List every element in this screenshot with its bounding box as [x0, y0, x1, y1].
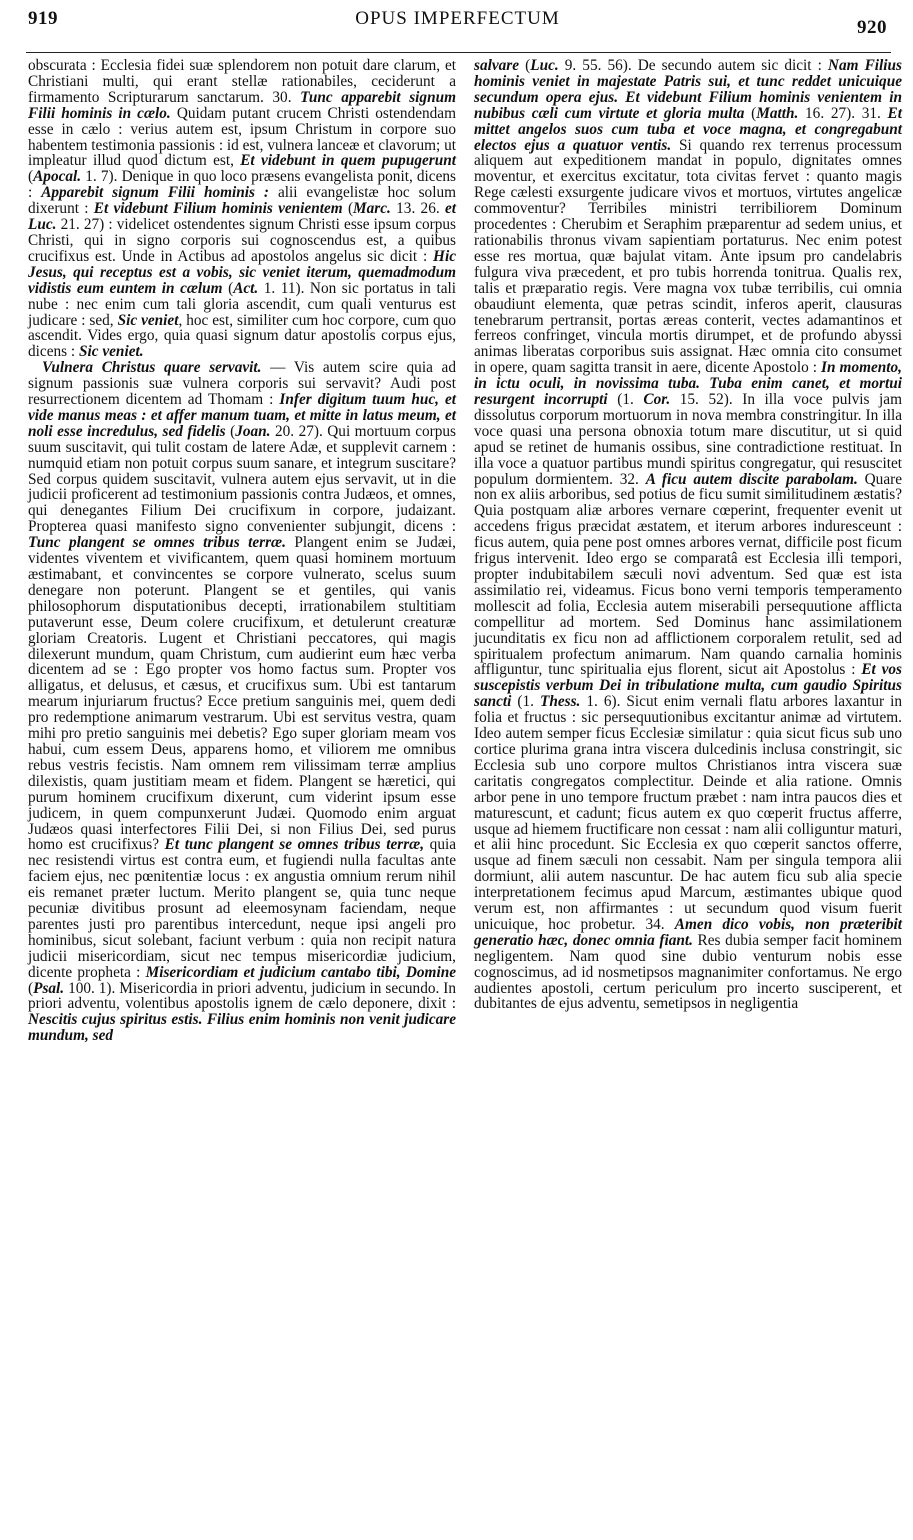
text-run: 21. 27) : videlicet ostendentes signum Christi esse ipsum corpus Christi, qui in signo corporis sui cognoscendus est, a quibus crucifixus est. Unde in Actibus ad apostolos angelus sic dicit :	[28, 216, 456, 265]
italic-text-run: Infer digitum tuum huc, et vide manus meas : et affer manum tuam, et mitte in latus meum, et noli esse incredulus, sed fidelis	[28, 391, 456, 440]
italic-text-run: Psal.	[33, 979, 65, 997]
italic-text-run: Apparebit signum Filii hominis :	[41, 184, 270, 202]
page-header	[20, 8, 895, 48]
italic-text-run: Sic veniet.	[78, 343, 144, 361]
italic-text-run: Luc.	[530, 57, 559, 74]
left-column	[28, 58, 456, 1044]
text-run: (1.	[511, 693, 540, 711]
text-run: Res dubia semper facit hominem negligentem. Nam quod sine dubio venturum nobis esse cognoscimus, ad id nosmetipsos magnanimiter confortamus. Ne ergo audientes apostoli, certum periculum pro incerto susciperent, et dubitantes de ejus adventu, semetipsos in negligentia	[474, 931, 902, 1013]
text-run: (	[28, 979, 34, 997]
left-column-paragraph	[28, 360, 456, 1044]
header-rule	[26, 52, 891, 53]
italic-text-run: Act.	[233, 279, 259, 297]
italic-text-run: Tunc plangent se omnes tribus terræ.	[28, 534, 286, 552]
italic-text-run: Et vos suscepistis verbum Dei in tribulatione multa, cum gaudio Spiritus sancti	[474, 661, 902, 711]
text-run: Quidam putant crucem Christi ostendendam esse in cælo : verius autem est, ipsum Christum in corpore suo habentem testimonia passionis : id est, vulnera lanceæ et clavorum; ut impleatur illud quod dictum est,	[28, 104, 456, 170]
italic-text-run: Thess.	[539, 693, 581, 711]
text-run: 1. 11). Non sic portatus in tali nube : nec enim cum tali gloria ascendit, cum quali venturus est judicare : sed,	[28, 279, 457, 329]
text-run: Plangent enim se Judæi, videntes viventem et vivificantem, quem quasi hominem mortuum æstimabant, et convincentes se corpore vulnerato, scelus suum denegare non poterunt. Plangent se et gentiles, qui vanis philosophorum disputationibus decepti, irrationabilem stultitiam putaverunt esse, Deum colere crucifixum, et detulerunt creaturæ gloriam Creatoris. Lugent et Christiani peccatores, qui magis dilexerunt mundum, quam Christum, cum audierint eum hæc verba dicentem ad se : Ego propter vos homo factus sum. Propter vos alligatus, et delusus, et cæsus, et crucifixus sum. Ubi est tantarum mearum injuriarum fructus? Ecce pretium sanguinis mei, quem dedi pro redemptione animarum vestrarum. Ubi est servitus vestra, quam mihi pro pretio sanguinis mei debetis? Ego super gloriam meam vos habui, cum essem Deus, apparens homo, et viliorem me omnibus rebus vestris fecistis. Nam omnem rem vilissimam terræ amplius dilexistis, quam justitiam meam et fidem. Plangent se hæretici, qui purum hominem crucifixum dixerunt, cum viderint ipsum esse judicem, in quem compunxerunt Judæi. Quomodo enim arguat Judæos quasi interfectores Filii Dei, si non Filius Dei, sed purus homo est crucifixus?	[28, 534, 456, 854]
text-run: (1.	[607, 391, 644, 409]
italic-text-run: Tunc apparebit signum Filii hominis in cælo.	[28, 88, 456, 122]
text-run: 15. 52). In illa voce pulvis jam dissolutus corporum mortuorum in nova membra constringitur. In illa voce quasi una persona obnoxia totum mare discutitur, ut si quid apud se retinet de humanis ossibus, sine contradictione restituat. In illa voce a quatuor partibus mundi spiritus congregatur, qui resuscitet populum dormientem. 32.	[474, 391, 902, 488]
italic-text-run: salvare	[474, 57, 520, 74]
text-run: (	[225, 422, 236, 440]
text-run: 20. 27). Qui mortuum corpus suum suscitavit, qui tulit costam de latere Adæ, et supplevit carnem : numquid etiam non potuit corpus suum sanare, et integrum suscitare? Sed corpus quidem suscitavit, vulnera autem ejus servavit, ut in die judicii proficerent ad testimonium passionis contra Judæos, et omnes, qui denegantes Filium Dei crucifixum in corpore, judaizant. Propterea quasi manifesto signo convenienter subjungit, dicens :	[28, 422, 457, 536]
italic-text-run: Hic Jesus, qui receptus est a vobis, sic veniet iterum, quemadmodum vidistis eum euntem in cælum	[28, 247, 456, 297]
text-run: (	[519, 57, 531, 74]
right-column-paragraph	[474, 58, 902, 1012]
italic-text-run: Cor.	[643, 391, 671, 409]
text-run: Quare non ex aliis arboribus, sed potius de ficu sumit similitudinem æstatis? Quia postquam aliæ arbores vernare cœperint, frequenter evenit ut accedens frigus præcidat æstatem, et iterum arbores induresceunt : ficus autem, quia pene post omnes arbores vernat, difficile post ficum frigus intervenit. Ideo ergo se comparatâ est Ecclesia illi tempori, propter indubitabilem sæculi novi adventum. Sed quæ est ista assimilatio rei, videamus. Ficus bono verni temporis temperamento mollescit ad folia, Ecclesia autem miserabili persequutione afflicta compellitur ad mortem. Sed Dominus hanc assimilationem jucunditatis ex ficu non ad afflictionem corporalem retulit, sed ad spiritualem profectum animarum. Nam quando carnalia hominis affliguntur, tunc spiritualia ejus florent, sicut ait Apostolus :	[474, 470, 902, 679]
text-run: — Vis autem scire quia ad signum passionis suæ vulnera corporis sui servavit? Audi post resurrectionem dicentem ad Thomam :	[28, 359, 456, 409]
italic-text-run: Vulnera Christus quare servavit.	[42, 359, 262, 377]
italic-text-run: In momento, in ictu oculi, in novissima tuba. Tuba enim canet, et mortui resurgent incorrupti	[474, 359, 903, 409]
text-run: (	[222, 279, 234, 297]
text-run: (	[28, 168, 34, 186]
running-title: OPUS IMPERFECTUM	[355, 8, 560, 29]
italic-text-run: et Luc.	[28, 200, 456, 234]
text-run: obscurata : Ecclesia fidei suæ splendorem non potuit dare clarum, et Christiani multi, qui erant stellæ rationabiles, ceciderunt a firmamento Scripturarum sanctarum. 30.	[28, 57, 456, 106]
text-run: alii evangelistæ hoc solum dixerunt :	[28, 184, 456, 218]
text-run: 1. 6). Sicut enim vernali flatu arbores laxantur in folia et fructus : sic persequutionibus excitantur animæ ad virtutem. Ideo autem semper ficus Ecclesiæ similatur : quia sicut ficus sub uno cortice plurima grana intra viscera dulcedinis inclusa constringit, sic Ecclesia sub uno corpore multos Christianos intra viscera suæ caritatis congregatos complectitur. Deinde et alia ratione. Omnis arbor pene in uno tempore fructum præbet : nam intra paucos dies et maturescunt, et cadunt; ficus autem ex quo cœperit fructus afferre, usque ad hiemem fructificare non cessat : nam alii colliguntur maturi, et alii hinc procedunt. Sic Ecclesia ex quo cœperit sanctos offerre, usque ad finem sæculi non cessabit. Nam per singula tempora alii dormiunt, alii autem nascuntur. De hac autem ficu sub alia specie interpretationem fecimus apud Marcum, æstimantes ubique quod verum est, non affirmantes : ut secundum quod visum fuerit unicuique, hoc probetur. 34.	[474, 693, 902, 933]
italic-text-run: Matth.	[756, 104, 799, 122]
left-column-paragraph	[28, 58, 456, 360]
page-number-right: 920	[857, 17, 887, 38]
text-run: 1. 7). Denique in quo loco præsens evangelista ponit, dicens :	[28, 168, 456, 202]
italic-text-run: Et videbunt Filium hominis venientem	[93, 200, 343, 218]
text-run: Si quando rex terrenus processum aliquem aut expeditionem mandat in populo, dignitates omnes moventur, et exercitus excitatur, tota civitas fervet : quanto magis Rege cælesti exsurgente judicare vivos et mortuos, virtutes angelicæ commoventur? Terribiles ministri terribiliorem Dominum procedentes : Cherubim et Seraphim præparentur ad sedem unius, et rationabilis thronus vivam sapientiam portaturus. Nec enim potest esse res mortua, quæ bajulat vitam. Ante ipsum pro candelabris fulgura viva præcedent, et pro tubis horrenda tonitrua. Qualis rex, talis et præparatio regis. Vere magna vox tubæ terribilis, cui omnia obaudiunt elementa, quæ petras scindit, inferos aperit, clausuras tenebrarum pertransit, portas æreas conterit, vectes adamantinos et ferreos confringet, vincula mortis dirumpet, et de profundo abyssi animas liberatas corporibus suis assignat. Hæc omnia cito consumet in opere, quam sagitta transit in aere, dicente Apostolo :	[474, 136, 902, 377]
italic-text-run: Amen dico vobis, non præteribit generatio hæc, donec omnia fiant.	[474, 915, 902, 949]
text-run: quia nec resistendi virtus est contra eum, et fugiendi nulla facultas ante faciem ejus, nec pœnitentiæ locus : ex angustia omnium rerum nihil eis remanet præter luctum. Merito plangent se, quia tunc neque pecuniæ divitibus prosunt ad eleemosynam faciendam, neque parentes justi pro parentibus intercedunt, neque ipsi angeli pro hominibus, sicut solebant, faciunt verbum : quia non recipit natura judicii misericordiam, sicut nec tempus misericordiæ judicium, dicente propheta :	[28, 836, 457, 981]
text-run: 16. 27). 31.	[798, 104, 888, 122]
italic-text-run: Et videbunt in quem pupugerunt	[240, 152, 456, 170]
italic-text-run: Misericordiam et judicium cantabo tibi, Domine	[145, 963, 456, 981]
text-run: (	[744, 104, 757, 122]
text-run: 13. 26.	[390, 200, 445, 218]
italic-text-run: Marc.	[353, 200, 391, 218]
italic-text-run: Nescitis cujus spiritus estis. Filius enim hominis non venit judicare mundum, sed	[28, 1011, 456, 1045]
right-column	[474, 58, 902, 1012]
page-number-left: 919	[28, 8, 58, 29]
text-run: (	[342, 200, 354, 218]
italic-text-run: Sic veniet	[117, 311, 179, 329]
italic-text-run: Et mittet angelos suos cum tuba et voce magna, et congregabunt electos ejus a quatuor ventis.	[474, 104, 902, 154]
italic-text-run: Joan.	[235, 422, 271, 440]
italic-text-run: Apocal.	[33, 168, 82, 186]
text-run: 100. 1). Misericordia in priori adventu, judicium in secundo. In priori adventu, volentibus apostolis ignem de cælo deponere, dixit :	[28, 979, 456, 1013]
text-run: 9. 55. 56). De secundo autem sic dicit :	[558, 57, 828, 74]
italic-text-run: A ficu autem discite parabolam.	[645, 470, 858, 488]
italic-text-run: Nam Filius hominis veniet in majestate Patris sui, et tunc reddet unicuique secundum opera ejus. Et videbunt Filium hominis venientem in nubibus cæli cum virtute et gloria multa	[474, 57, 902, 122]
text-run: , hoc est, similiter cum hoc corpore, cum quo ascendit. Vides ergo, quia quasi signum datur apostolis corpus ejus, dicens :	[28, 311, 456, 361]
italic-text-run: Et tunc plangent se omnes tribus terræ,	[164, 836, 425, 854]
